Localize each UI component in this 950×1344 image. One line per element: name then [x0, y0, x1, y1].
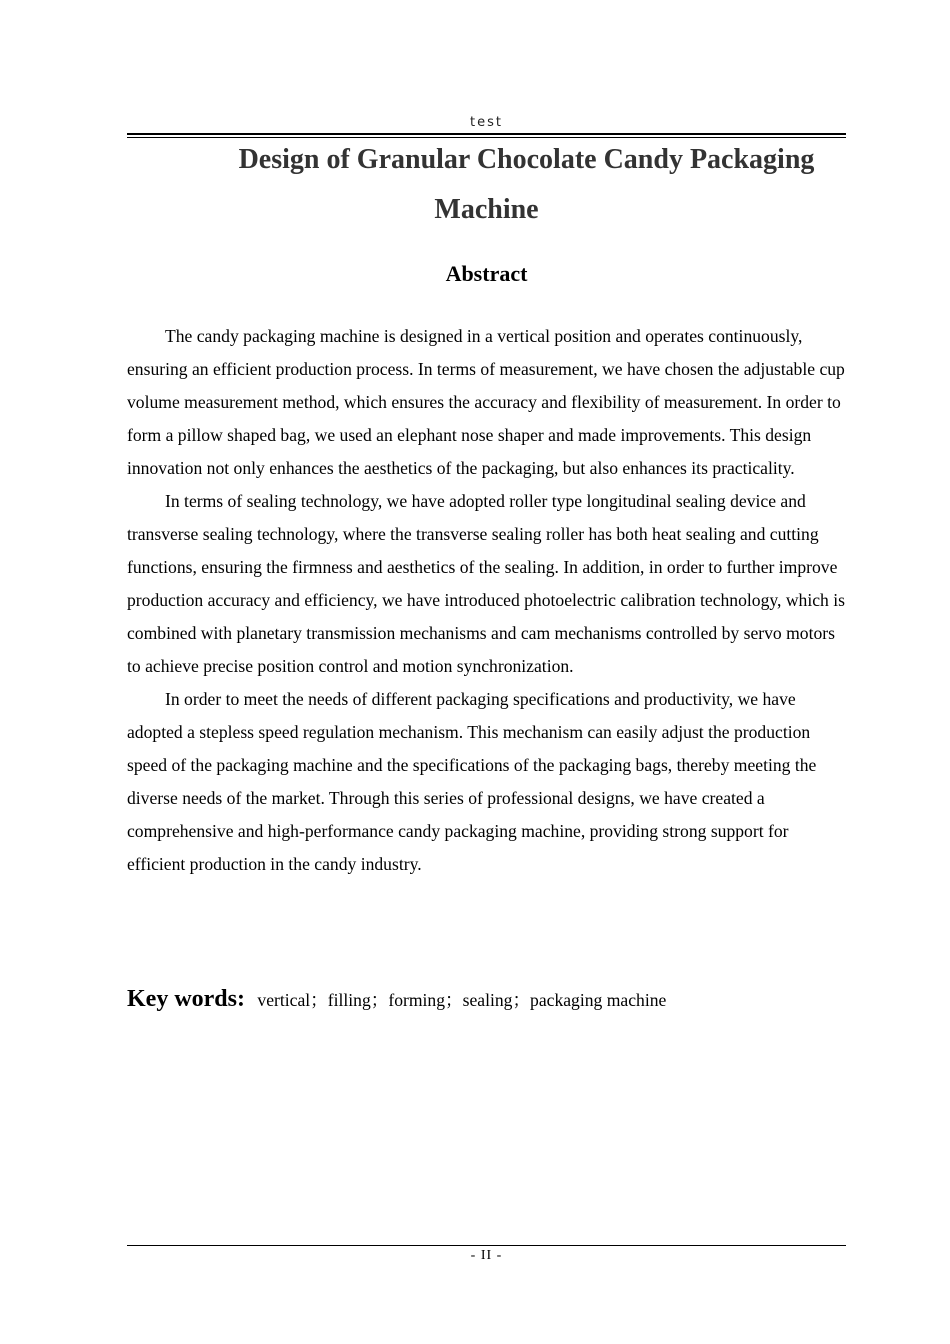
document-title-line2: Machine	[434, 194, 539, 225]
keywords-list: vertical；filling；forming；sealing；packaging machine	[257, 990, 667, 1010]
footer-rule	[127, 1245, 846, 1246]
abstract-heading: Abstract	[445, 261, 528, 286]
document-title-line1: Design of Granular Chocolate Candy Packaging	[238, 144, 815, 175]
keywords-label: Key words:	[127, 986, 245, 1012]
abstract-paragraph: The candy packaging machine is designed in a vertical position and operates continuously, ensuring an efficient production process. In terms of measurement, we have chosen the adjustable cup volume measurement method, which ensures the accuracy and flexibility of measurement. In order to form a pillow shaped bag, we used an elephant nose shaper and made improvements. This design innovation not only enhances the aesthetics of the packaging, but also enhances its practicality.	[127, 326, 845, 478]
document-title	[127, 135, 846, 235]
keywords-line	[127, 982, 846, 1017]
page-number: - II -	[470, 1248, 503, 1263]
abstract-paragraph: In order to meet the needs of different packaging specifications and productivity, we have adopted a stepless speed regulation mechanism. This mechanism can easily adjust the production speed of the packaging machine and the specifications of the packaging bags, thereby meeting the diverse needs of the market. Through this series of professional designs, we have created a comprehensive and high-performance candy packaging machine, providing strong support for efficient production in the candy industry.	[127, 689, 817, 874]
abstract-paragraph: In terms of sealing technology, we have adopted roller type longitudinal sealing device and transverse sealing technology, where the transverse sealing roller has both heat sealing and cutting functions, ensuring the firmness and aesthetics of the sealing. In addition, in order to further improve production accuracy and efficiency, we have introduced photoelectric calibration technology, which is combined with planetary transmission mechanisms and cam mechanisms controlled by servo motors to achieve precise position control and motion synchronization.	[127, 491, 845, 676]
running-header: test	[470, 115, 503, 130]
abstract-body	[127, 320, 846, 881]
